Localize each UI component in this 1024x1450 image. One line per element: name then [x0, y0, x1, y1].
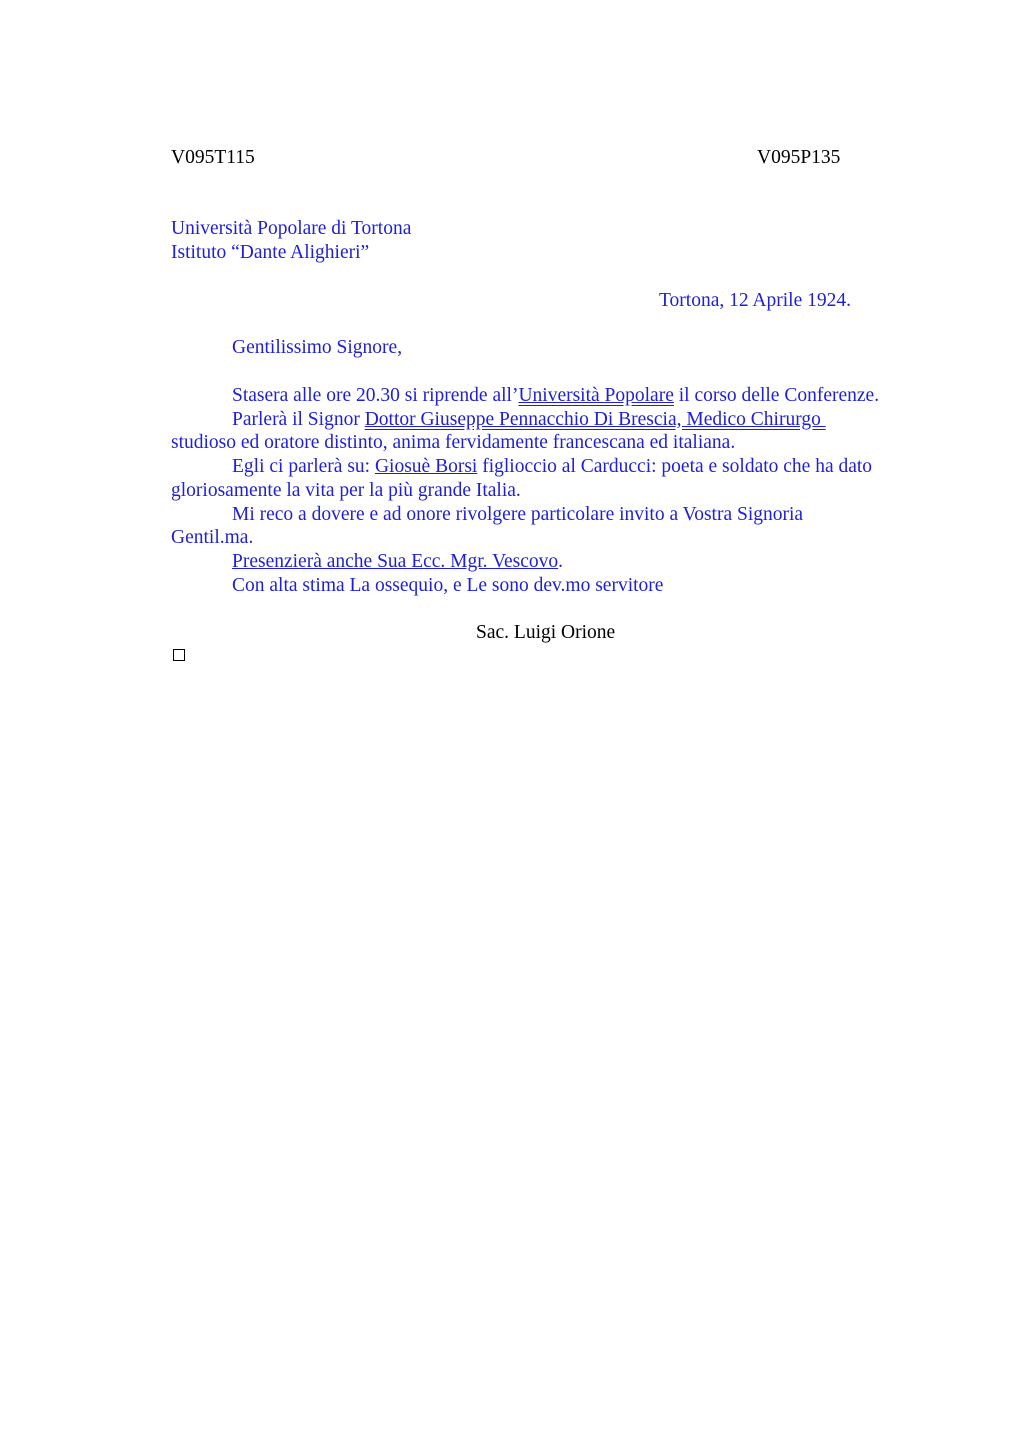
- paragraph-3-text-b: figlioccio al Carducci: poeta e soldato che ha dato: [477, 456, 873, 478]
- letter-date: Tortona, 12 Aprile 1924.: [659, 290, 851, 311]
- salutation: Gentilissimo Signore,: [232, 337, 403, 358]
- paragraph-1: [171, 384, 931, 408]
- topic-underlined: Giosuè Borsi: [374, 456, 478, 478]
- paragraph-5: [171, 550, 931, 574]
- signature: Sac. Luigi Orione: [476, 622, 616, 643]
- institute-name: Istituto “Dante Alighieri”: [171, 242, 370, 263]
- paragraph-4-line-1: Mi reco a dovere e ad onore rivolgere particolare invito a Vostra Signoria: [232, 503, 804, 525]
- paragraph-1-text-b: il corso delle Conferenze.: [673, 385, 880, 406]
- paragraph-5-end: .: [558, 550, 564, 572]
- paragraph-2-line-1: [171, 408, 931, 432]
- paragraph-3-text-a: Egli ci parlerà su:: [232, 456, 375, 478]
- speaker-name-underlined: Dottor Giuseppe Pennacchio Di Brescia, Medico Chirurgo: [364, 408, 826, 430]
- paragraph-2-text-a: Parlerà il Signor: [232, 408, 365, 430]
- paragraph-4-line-2: Gentil.ma.: [171, 527, 254, 549]
- checkbox-square-icon: [173, 649, 185, 661]
- document-code-right: V095P135: [757, 147, 841, 168]
- universita-popolare-link: Università Popolare: [518, 385, 674, 406]
- bishop-presence-underlined: Presenzierà anche Sua Ecc. Mgr. Vescovo: [232, 550, 559, 572]
- paragraph-1-text-a: Stasera alle ore 20.30 si riprende all’: [232, 385, 519, 406]
- institution-name: Università Popolare di Tortona: [171, 218, 412, 239]
- paragraph-3-line-2: gloriosamente la vita per la più grande Italia.: [171, 479, 521, 501]
- document-code-left: V095T115: [171, 147, 255, 168]
- paragraph-2-line-2: studioso ed oratore distinto, anima fervidamente francescana ed italiana.: [171, 432, 736, 454]
- letter-body: [171, 384, 931, 597]
- closing-line: Con alta stima La ossequio, e Le sono dev.mo servitore: [232, 574, 664, 596]
- paragraph-3-line-1: [171, 455, 931, 479]
